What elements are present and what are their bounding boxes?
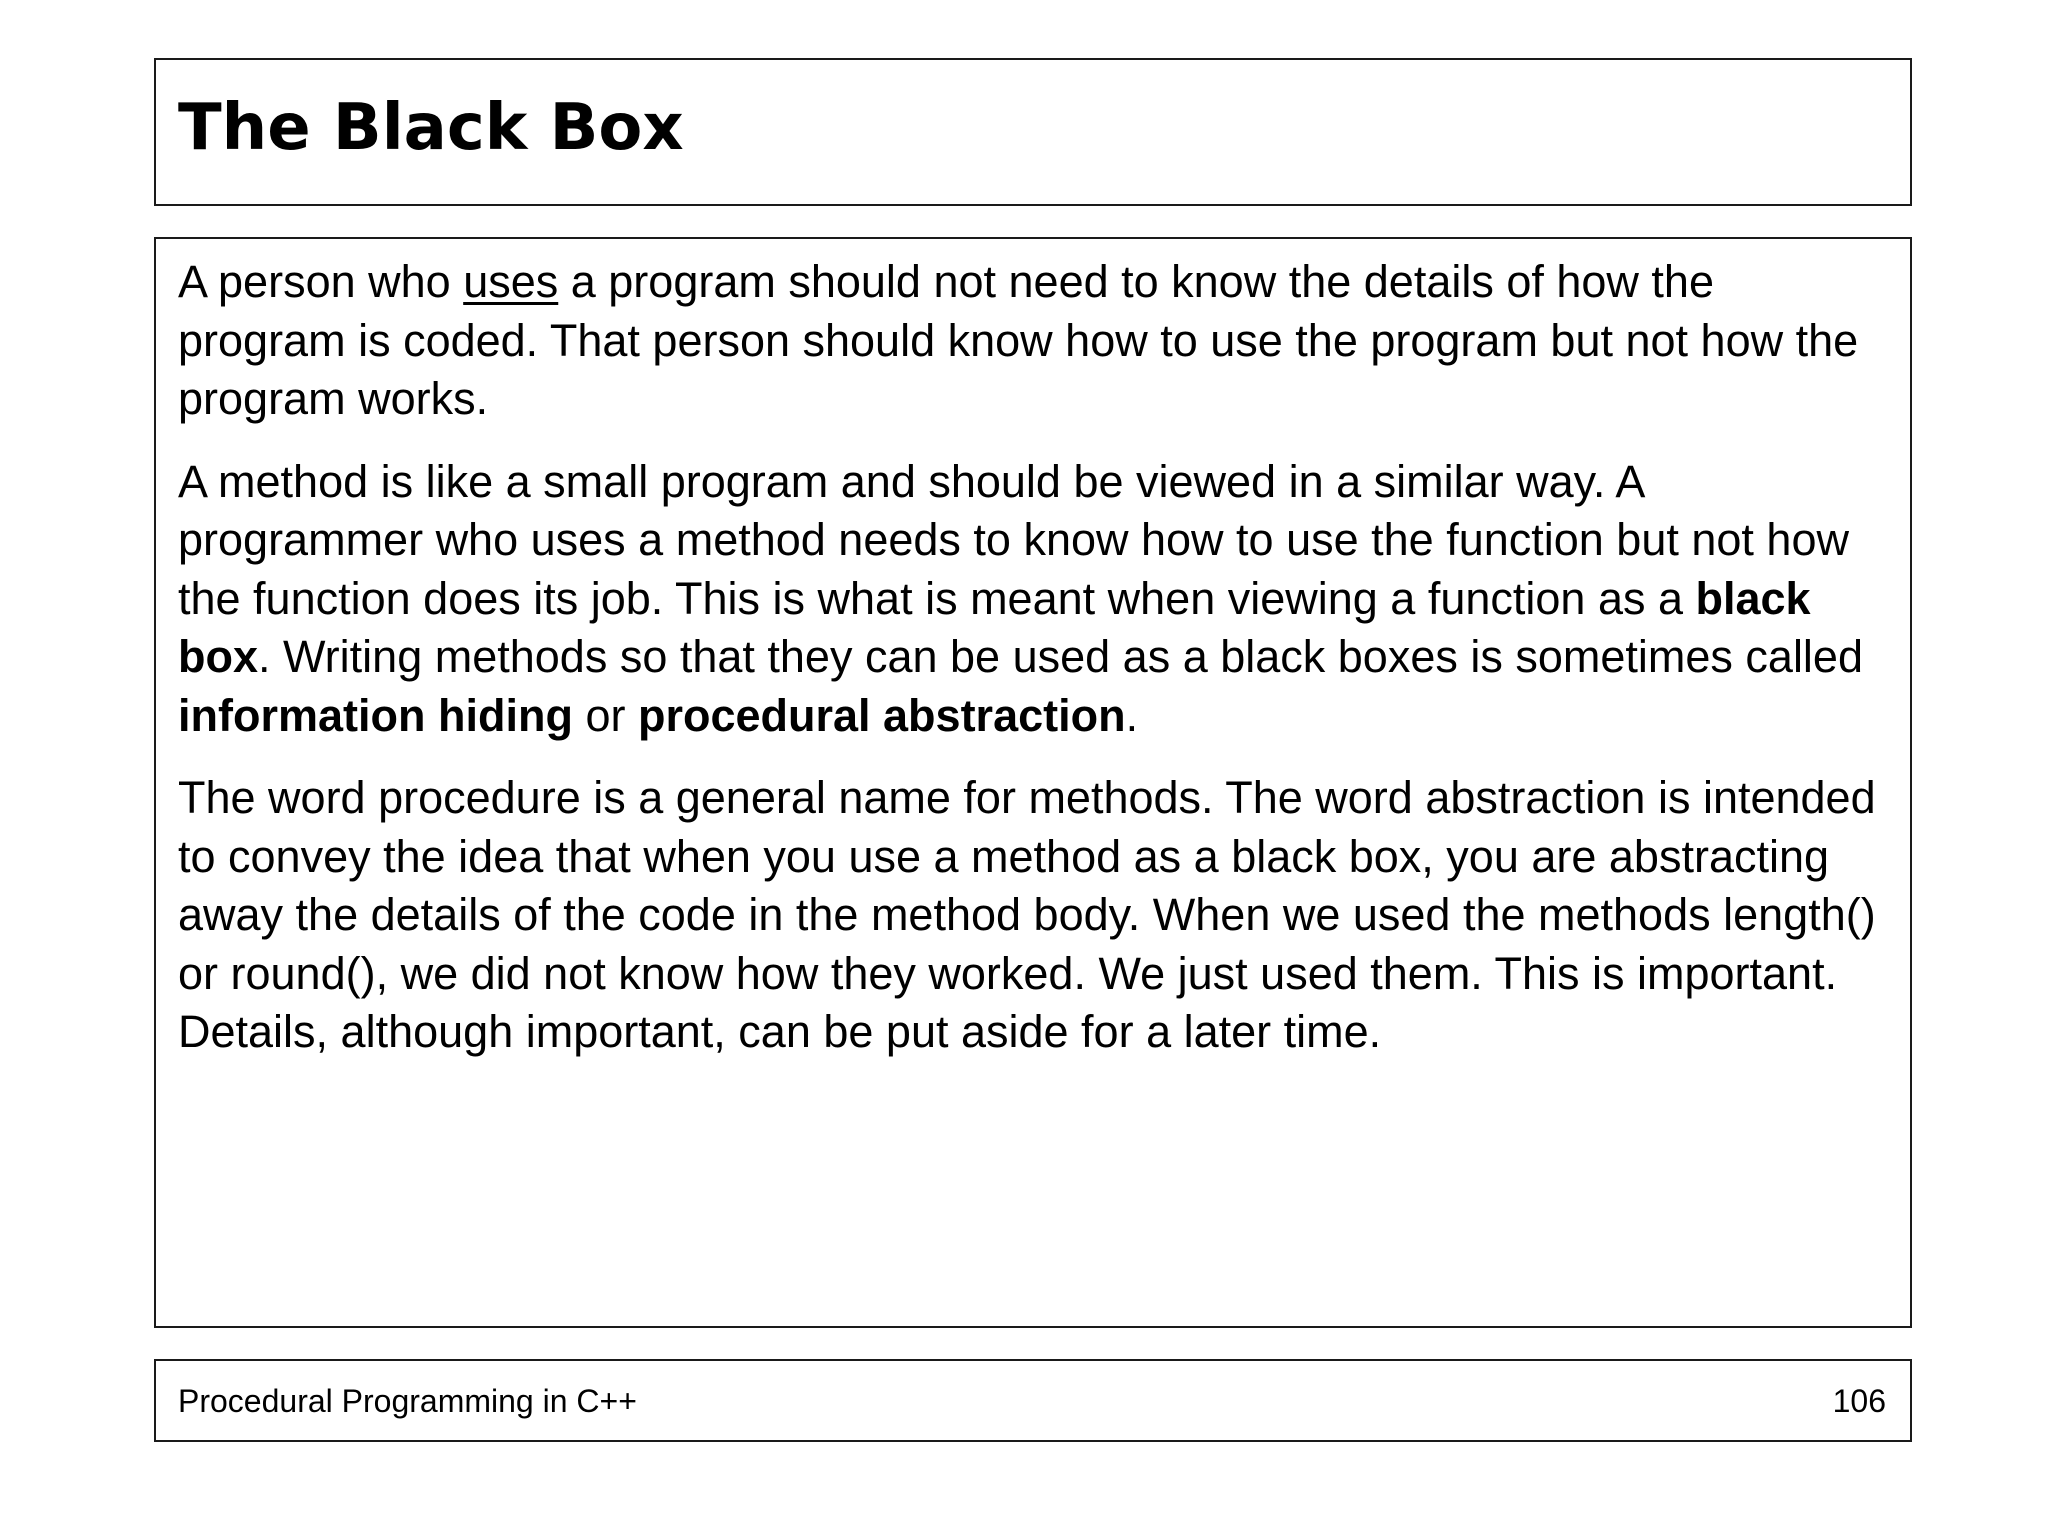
content-box: [154, 237, 1912, 1328]
footer-course-title: Procedural Programming in C++: [178, 1383, 637, 1419]
paragraph-2: [178, 453, 1894, 746]
title-box: [154, 58, 1912, 206]
term-black-box: black box: [178, 572, 1811, 682]
p2-text-3: or: [572, 689, 638, 741]
term-information-hiding: information hiding: [178, 689, 573, 741]
paragraph-1: [178, 253, 1894, 429]
term-procedural-abstraction: procedural abstraction: [637, 689, 1126, 741]
footer-box: [154, 1359, 1912, 1442]
page-number: 106: [1832, 1383, 1886, 1419]
underlined-word-uses: uses: [463, 256, 559, 307]
p1-text-1: A person who: [178, 256, 464, 307]
slide-body: [178, 253, 1894, 1086]
p2-text-4: .: [1125, 689, 1139, 741]
p2-text-1: A method is like a small program and should be viewed in a similar way. A programmer who uses a method needs to know how to use the function but not how the function does its job. This is what is meant when viewing a function as a: [178, 455, 1849, 624]
slide-title: The Black Box: [178, 91, 684, 165]
p1-text-2: a program should not need to know the details of how the program is coded. That person should know how to use the program but not how the program works.: [178, 256, 1859, 424]
paragraph-3: The word procedure is a general name for methods. The word abstraction is intended to convey the idea that when you use a method as a black box, you are abstracting away the details of the code in the method body. When we used the methods length() or round(), we did not know how they worked. We just used them. This is important. Details, although important, can be put aside for a later time.: [178, 772, 1876, 1057]
p2-text-2: . Writing methods so that they can be used as a black boxes is sometimes called: [258, 631, 1863, 682]
